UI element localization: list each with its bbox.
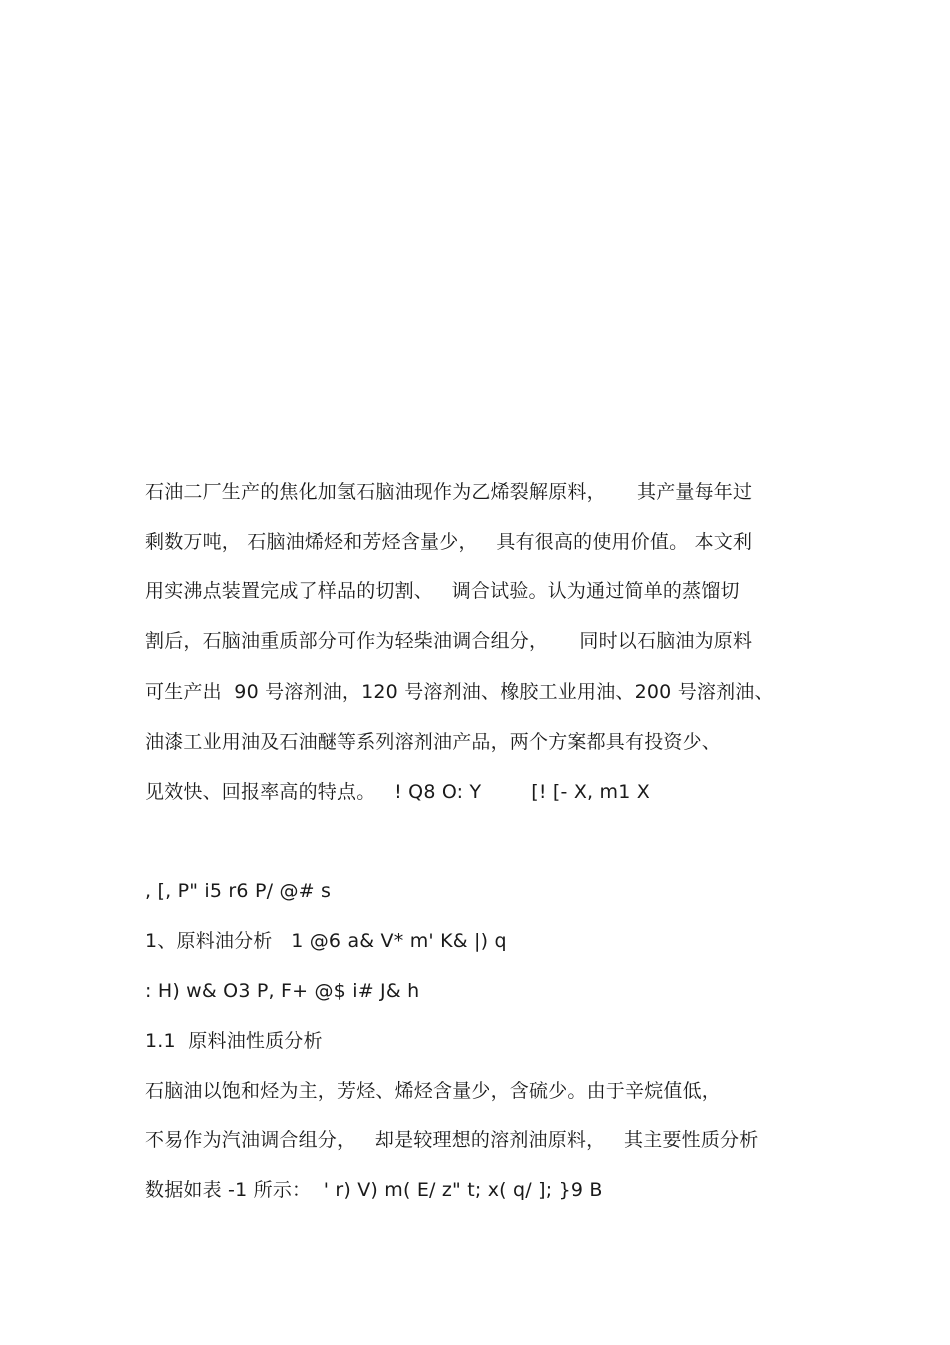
abstract-line-3: 用实沸点装置完成了样品的切割、 调合试验。认为通过简单的蒸馏切 xyxy=(145,580,740,602)
noise-line: , [, P" i5 r6 P/ @# s xyxy=(145,880,332,902)
section-heading: 1、原料油分析 1 @6 a& V* m' K& |) q xyxy=(145,930,507,952)
noise-line: : H) w& O3 P, F+ @$ i# J& h xyxy=(145,980,420,1002)
body-line-2: 不易作为汽油调合组分， 却是较理想的溶剂油原料， 其主要性质分析 xyxy=(145,1129,759,1151)
abstract-line-7: 见效快、回报率高的特点。 ! Q8 O: Y [! [- X, m1 X xyxy=(145,781,650,803)
abstract-line-1: 石油二厂生产的焦化加氢石脑油现作为乙烯裂解原料， 其产量每年过 xyxy=(145,481,753,503)
body-line-1: 石脑油以饱和烃为主，芳烃、烯烃含量少，含硫少。由于辛烷值低， xyxy=(145,1080,722,1102)
abstract-line-2: 剩数万吨， 石脑油烯烃和芳烃含量少， 具有很高的使用价值。 本文利 xyxy=(145,531,753,553)
subsection-heading: 1.1 原料油性质分析 xyxy=(145,1030,323,1052)
body-line-3: 数据如表 -1 所示： ' r) V) m( E/ z" t; x( q/ ]; }9 B xyxy=(145,1179,603,1201)
abstract-line-5: 可生产出 90 号溶剂油，120 号溶剂油、橡胶工业用油、200 号溶剂油、 xyxy=(145,681,774,703)
abstract-line-4: 割后，石脑油重质部分可作为轻柴油调合组分， 同时以石脑油为原料 xyxy=(145,630,753,652)
abstract-line-6: 油漆工业用油及石油醚等系列溶剂油产品，两个方案都具有投资少、 xyxy=(145,731,722,753)
